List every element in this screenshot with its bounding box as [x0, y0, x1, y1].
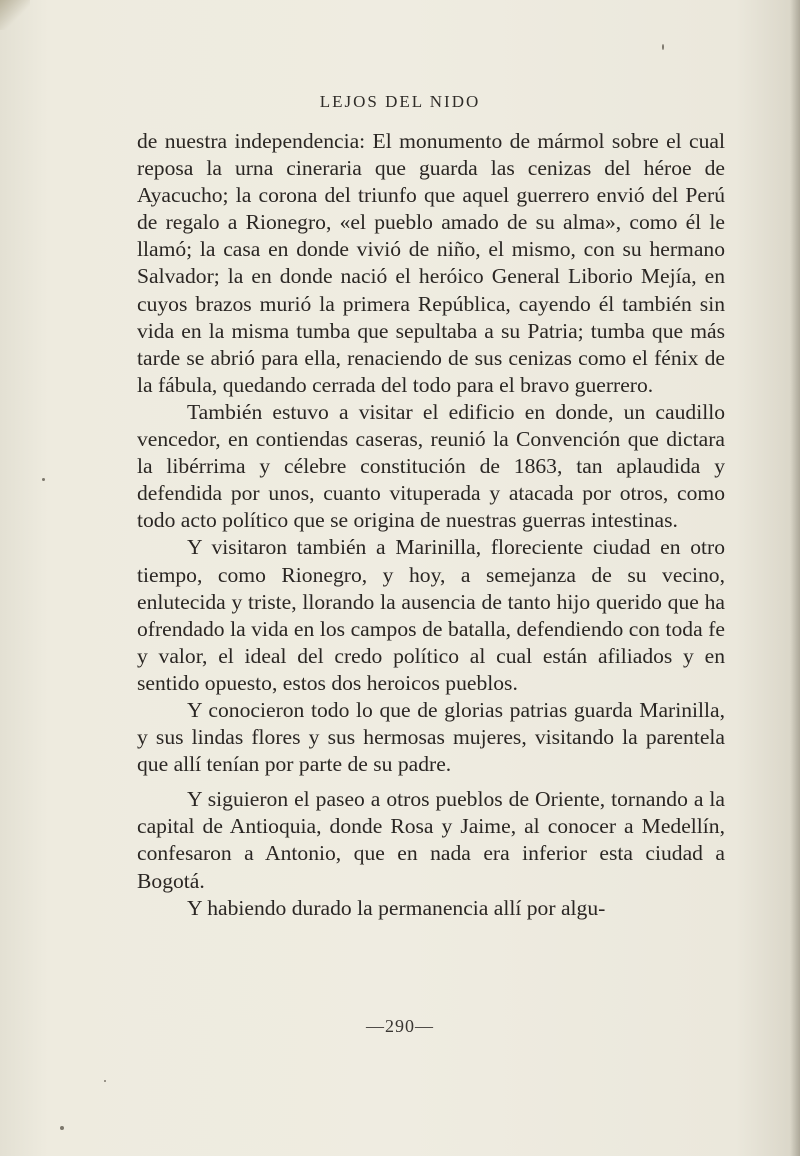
paper-speck	[104, 1080, 106, 1082]
body-text	[137, 128, 725, 922]
paragraph: Y conocieron todo lo que de glorias patrias guarda Marinilla, y sus lindas flores y sus hermosas mujeres, visitando la parentela que allí tenían por parte de su padre.	[137, 697, 725, 777]
paragraph: Y habiendo durado la permanencia allí por algu-	[187, 895, 606, 920]
running-title: LEJOS DEL NIDO	[319, 92, 481, 111]
paper-speck	[42, 478, 45, 481]
paragraph: También estuvo a visitar el edificio en donde, un caudillo vencedor, en contiendas caseras, reunió la Convención que dictara la libérrima y célebre constitución de 1863, tan aplaudida y defendida por unos, cuanto vituperada y atacada por otros, como todo acto político que se origina de nuestras guerras intestinas.	[137, 399, 725, 533]
paragraph: Y visitaron también a Marinilla, floreciente ciudad en otro tiempo, como Rionegro, y hoy, a semejanza de su vecino, enlutecida y triste, llorando la ausencia de tanto hijo querido que ha ofrendado la vida en los campos de batalla, defendiendo con toda fe y valor, el ideal del credo político al cual están afiliados y en sentido opuesto, estos dos heroicos pueblos.	[137, 535, 725, 695]
paper-speck	[60, 1126, 64, 1130]
paragraph: Y siguieron el paseo a otros pueblos de Oriente, tornando a la capital de Antioquia, donde Rosa y Jaime, al conocer a Medellín, confesaron a Antonio, que en nada era inferior esta ciudad a Bogotá.	[137, 787, 725, 893]
paragraph-continuation: de nuestra independencia: El monumento de mármol sobre el cual reposa la urna cineraria que guarda las cenizas del héroe de Ayacucho; la corona del triunfo que aquel guerrero envió del Perú de regalo a Rionegro, «el pueblo amado de su alma», como él le llamó; la casa en donde vivió de niño, el mismo, con su hermano Salvador; la en donde nació el heróico General Liborio Mejía, en cuyos brazos murió la primera República, cayendo él también sin vida en la misma tumba que sepultaba a su Patria; tumba que más tarde se abrió para ella, renaciendo de sus cenizas como el fénix de la fábula, quedando cerrada del todo para el bravo guerrero.	[137, 129, 725, 397]
page-number: —290—	[366, 1016, 434, 1036]
page-corner-shadow	[0, 0, 30, 30]
paper-speck	[662, 44, 664, 50]
page-edge-shadow	[790, 0, 800, 1156]
